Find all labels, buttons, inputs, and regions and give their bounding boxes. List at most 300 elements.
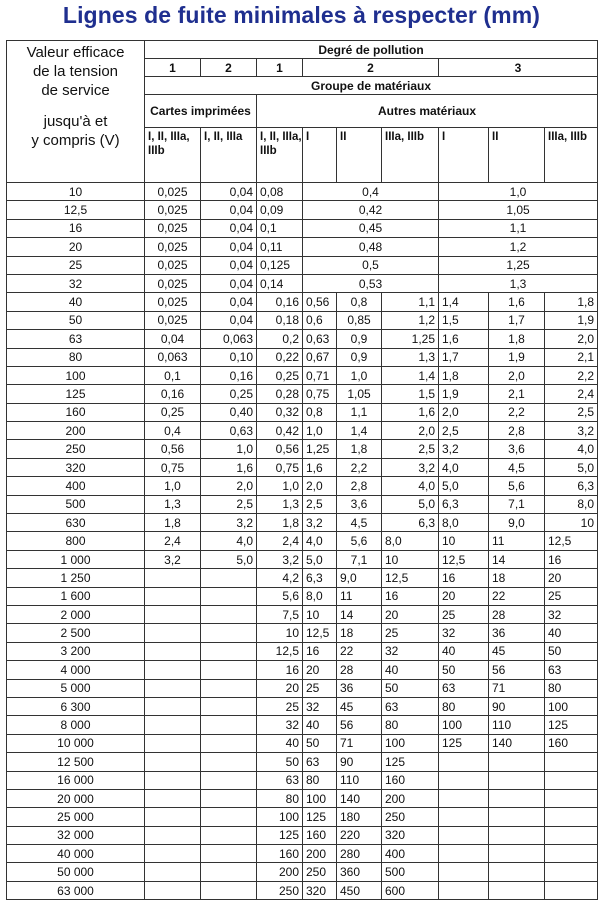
- table-cell: 1,25: [439, 256, 598, 274]
- table-cell: 0,025: [145, 201, 201, 219]
- table-cell: 40: [382, 661, 439, 679]
- table-row: [7, 624, 598, 642]
- table-cell: [201, 587, 257, 605]
- table-cell: 320: [382, 826, 439, 844]
- table-cell: 50: [439, 661, 489, 679]
- table-cell: 20: [303, 661, 337, 679]
- table-cell: 0,4: [303, 183, 439, 201]
- table-cell: 2,0: [439, 403, 489, 421]
- table-cell: 0,48: [303, 238, 439, 256]
- table-cell: 3,2: [382, 458, 439, 476]
- table-row: [7, 256, 598, 274]
- table-row: [7, 789, 598, 807]
- table-cell: 7,1: [337, 550, 382, 568]
- table-cell: 10: [303, 605, 337, 623]
- table-cell: [145, 587, 201, 605]
- table-row: [7, 219, 598, 237]
- table-row: [7, 183, 598, 201]
- table-cell: 2,0: [545, 330, 598, 348]
- table-cell: 5,0: [303, 550, 337, 568]
- table-cell: 1,0: [303, 422, 337, 440]
- table-cell: 7,1: [489, 495, 545, 513]
- table-row: [7, 697, 598, 715]
- table-row: [7, 238, 598, 256]
- table-cell: 1,9: [545, 311, 598, 329]
- table-cell: 500: [382, 863, 439, 881]
- table-cell: 18: [489, 569, 545, 587]
- table-cell: 250: [257, 881, 303, 899]
- table-row: [7, 201, 598, 219]
- voltage-cell: 5 000: [7, 679, 145, 697]
- table-cell: 160: [303, 826, 337, 844]
- table-cell: 12,5: [439, 550, 489, 568]
- table-row: [7, 605, 598, 623]
- table-cell: [489, 881, 545, 899]
- table-cell: 600: [382, 881, 439, 899]
- table-cell: 0,063: [201, 330, 257, 348]
- table-cell: 250: [382, 808, 439, 826]
- table-cell: 5,6: [337, 532, 382, 550]
- table-cell: 71: [337, 734, 382, 752]
- table-cell: 3,2: [145, 550, 201, 568]
- table-cell: 28: [489, 605, 545, 623]
- pollution-degree-3: 3: [439, 59, 598, 77]
- table-cell: 22: [489, 587, 545, 605]
- table-cell: [145, 863, 201, 881]
- table-cell: 22: [337, 642, 382, 660]
- table-cell: 1,3: [257, 495, 303, 513]
- table-cell: 0,25: [257, 366, 303, 384]
- table-cell: 1,3: [439, 274, 598, 292]
- table-cell: 0,32: [257, 403, 303, 421]
- table-row: [7, 403, 598, 421]
- table-cell: 2,5: [439, 422, 489, 440]
- table-cell: 0,53: [303, 274, 439, 292]
- table-cell: 45: [337, 697, 382, 715]
- table-cell: 125: [382, 753, 439, 771]
- table-cell: 6,3: [382, 514, 439, 532]
- voltage-cell: 50 000: [7, 863, 145, 881]
- voltage-cell: 25: [7, 256, 145, 274]
- table-cell: 0,71: [303, 366, 337, 384]
- table-cell: 0,16: [145, 385, 201, 403]
- table-cell: 1,6: [303, 458, 337, 476]
- table-cell: [545, 826, 598, 844]
- table-cell: [439, 863, 489, 881]
- table-row: [7, 587, 598, 605]
- table-cell: [201, 771, 257, 789]
- table-cell: 16: [439, 569, 489, 587]
- table-row: [7, 550, 598, 568]
- table-cell: [439, 753, 489, 771]
- table-cell: [145, 826, 201, 844]
- table-row: [7, 477, 598, 495]
- table-row: [7, 569, 598, 587]
- table-row: [7, 808, 598, 826]
- table-cell: 1,0: [201, 440, 257, 458]
- table-cell: 0,56: [145, 440, 201, 458]
- table-cell: 14: [337, 605, 382, 623]
- table-cell: 0,8: [303, 403, 337, 421]
- table-cell: 2,2: [545, 366, 598, 384]
- table-cell: [201, 605, 257, 623]
- table-cell: 125: [303, 808, 337, 826]
- table-row: [7, 293, 598, 311]
- table-cell: 90: [337, 753, 382, 771]
- table-cell: 0,025: [145, 183, 201, 201]
- table-cell: 63: [257, 771, 303, 789]
- voltage-cell: 1 250: [7, 569, 145, 587]
- table-cell: 25: [439, 605, 489, 623]
- table-cell: 0,18: [257, 311, 303, 329]
- voltage-cell: 63: [7, 330, 145, 348]
- table-cell: 36: [489, 624, 545, 642]
- table-cell: 25: [257, 697, 303, 715]
- table-cell: 10: [545, 514, 598, 532]
- table-cell: [145, 569, 201, 587]
- table-cell: [145, 697, 201, 715]
- table-cell: 360: [337, 863, 382, 881]
- table-cell: 2,4: [545, 385, 598, 403]
- table-cell: 5,6: [257, 587, 303, 605]
- table-cell: 12,5: [382, 569, 439, 587]
- table-cell: 6,3: [303, 569, 337, 587]
- table-row: [7, 716, 598, 734]
- table-cell: 20: [545, 569, 598, 587]
- table-cell: [201, 826, 257, 844]
- table-cell: 3,2: [303, 514, 337, 532]
- table-cell: 140: [337, 789, 382, 807]
- table-cell: 0,04: [201, 183, 257, 201]
- table-cell: 1,4: [337, 422, 382, 440]
- table-cell: 100: [303, 789, 337, 807]
- table-cell: [145, 679, 201, 697]
- table-cell: 1,5: [439, 311, 489, 329]
- table-cell: [201, 863, 257, 881]
- table-cell: 400: [382, 845, 439, 863]
- table-row: [7, 330, 598, 348]
- table-cell: 2,2: [489, 403, 545, 421]
- table-cell: 45: [489, 642, 545, 660]
- table-cell: 4,0: [201, 532, 257, 550]
- voltage-header-line: de la tension: [32, 63, 119, 80]
- voltage-cell: 16: [7, 219, 145, 237]
- table-cell: 11: [337, 587, 382, 605]
- voltage-cell: 32: [7, 274, 145, 292]
- voltage-cell: 10 000: [7, 734, 145, 752]
- table-cell: 20: [257, 679, 303, 697]
- table-cell: 0,09: [257, 201, 303, 219]
- voltage-header-line: y compris (V): [31, 132, 120, 149]
- table-cell: 0,16: [201, 366, 257, 384]
- material-group-col-header: IIIa, IIIb: [545, 128, 598, 183]
- voltage-cell: 3 200: [7, 642, 145, 660]
- table-cell: 1,7: [439, 348, 489, 366]
- table-row: [7, 495, 598, 513]
- table-cell: 63: [303, 753, 337, 771]
- table-cell: 0,56: [257, 440, 303, 458]
- table-cell: 36: [337, 679, 382, 697]
- table-cell: 2,4: [257, 532, 303, 550]
- table-cell: 80: [439, 697, 489, 715]
- table-cell: 20: [439, 587, 489, 605]
- table-cell: 80: [545, 679, 598, 697]
- voltage-header-line: de service: [41, 82, 110, 99]
- voltage-cell: 50: [7, 311, 145, 329]
- table-cell: 16: [303, 642, 337, 660]
- table-cell: 10: [257, 624, 303, 642]
- table-cell: 200: [257, 863, 303, 881]
- table-cell: 12,5: [545, 532, 598, 550]
- table-cell: [201, 845, 257, 863]
- table-cell: 0,6: [303, 311, 337, 329]
- table-row: [7, 642, 598, 660]
- voltage-cell: 630: [7, 514, 145, 532]
- table-cell: 4,2: [257, 569, 303, 587]
- table-row: [7, 366, 598, 384]
- table-cell: 5,6: [489, 477, 545, 495]
- table-row: [7, 274, 598, 292]
- table-cell: 180: [337, 808, 382, 826]
- voltage-cell: 12 500: [7, 753, 145, 771]
- table-cell: 1,6: [489, 293, 545, 311]
- table-cell: 2,8: [337, 477, 382, 495]
- table-cell: 5,0: [201, 550, 257, 568]
- table-cell: 0,025: [145, 311, 201, 329]
- table-cell: 50: [257, 753, 303, 771]
- voltage-cell: 1 600: [7, 587, 145, 605]
- table-cell: 1,0: [337, 366, 382, 384]
- table-cell: 3,6: [337, 495, 382, 513]
- table-cell: 0,16: [257, 293, 303, 311]
- table-row: [7, 440, 598, 458]
- table-cell: 200: [382, 789, 439, 807]
- voltage-cell: 2 500: [7, 624, 145, 642]
- table-cell: 0,063: [145, 348, 201, 366]
- table-cell: [201, 569, 257, 587]
- table-cell: 63: [439, 679, 489, 697]
- table-cell: 32: [303, 697, 337, 715]
- table-cell: 0,04: [201, 219, 257, 237]
- table-cell: [145, 716, 201, 734]
- table-cell: 0,75: [145, 458, 201, 476]
- creepage-table: [6, 40, 598, 900]
- table-cell: 80: [257, 789, 303, 807]
- table-cell: 1,8: [489, 330, 545, 348]
- table-cell: 450: [337, 881, 382, 899]
- table-cell: 0,9: [337, 348, 382, 366]
- table-cell: 140: [489, 734, 545, 752]
- table-cell: 63: [545, 661, 598, 679]
- voltage-cell: 4 000: [7, 661, 145, 679]
- table-cell: 5,0: [382, 495, 439, 513]
- table-cell: 2,5: [303, 495, 337, 513]
- table-cell: 2,2: [337, 458, 382, 476]
- table-cell: [201, 679, 257, 697]
- material-group-col-header: I, II, IIIa, IIIb: [145, 128, 201, 183]
- table-cell: 0,1: [145, 366, 201, 384]
- voltage-cell: 8 000: [7, 716, 145, 734]
- table-cell: 100: [439, 716, 489, 734]
- table-cell: 0,125: [257, 256, 303, 274]
- table-cell: 1,1: [382, 293, 439, 311]
- table-row: [7, 771, 598, 789]
- table-cell: 71: [489, 679, 545, 697]
- table-cell: [489, 753, 545, 771]
- table-cell: [145, 605, 201, 623]
- table-cell: 1,05: [439, 201, 598, 219]
- table-cell: 28: [337, 661, 382, 679]
- table-cell: 4,5: [337, 514, 382, 532]
- table-cell: 280: [337, 845, 382, 863]
- table-cell: [439, 845, 489, 863]
- table-cell: 110: [337, 771, 382, 789]
- table-cell: 40: [439, 642, 489, 660]
- table-cell: 1,3: [145, 495, 201, 513]
- voltage-cell: 100: [7, 366, 145, 384]
- table-cell: 50: [382, 679, 439, 697]
- table-row: [7, 661, 598, 679]
- table-cell: 125: [257, 826, 303, 844]
- page-title: Lignes de fuite minimales à respecter (mm): [62, 2, 541, 28]
- voltage-cell: 20 000: [7, 789, 145, 807]
- table-cell: 10: [382, 550, 439, 568]
- table-cell: 0,9: [337, 330, 382, 348]
- table-cell: 0,10: [201, 348, 257, 366]
- table-cell: 0,08: [257, 183, 303, 201]
- table-cell: [145, 734, 201, 752]
- table-cell: [489, 789, 545, 807]
- table-cell: 1,6: [382, 403, 439, 421]
- table-cell: [201, 753, 257, 771]
- material-group-col-header: I: [439, 128, 489, 183]
- table-row: [7, 826, 598, 844]
- table-cell: 0,75: [257, 458, 303, 476]
- table-cell: 0,04: [201, 274, 257, 292]
- table-cell: 1,4: [382, 366, 439, 384]
- table-cell: [545, 808, 598, 826]
- table-cell: 1,8: [439, 366, 489, 384]
- table-cell: 50: [545, 642, 598, 660]
- table-cell: 7,5: [257, 605, 303, 623]
- table-cell: 0,25: [145, 403, 201, 421]
- material-group-col-header: I: [303, 128, 337, 183]
- table-cell: [145, 771, 201, 789]
- table-cell: [201, 642, 257, 660]
- table-cell: 8,0: [382, 532, 439, 550]
- table-cell: 9,0: [337, 569, 382, 587]
- table-row: [7, 422, 598, 440]
- table-cell: 100: [545, 697, 598, 715]
- table-cell: 0,42: [303, 201, 439, 219]
- table-cell: 1,2: [382, 311, 439, 329]
- table-cell: 1,0: [439, 183, 598, 201]
- table-cell: 250: [303, 863, 337, 881]
- pollution-degree-2: 2: [201, 59, 257, 77]
- table-cell: 32: [545, 605, 598, 623]
- table-cell: 0,2: [257, 330, 303, 348]
- voltage-cell: 400: [7, 477, 145, 495]
- table-row: [7, 753, 598, 771]
- table-cell: 0,04: [201, 293, 257, 311]
- table-cell: 0,025: [145, 238, 201, 256]
- table-cell: 4,0: [303, 532, 337, 550]
- table-cell: 1,25: [303, 440, 337, 458]
- table-cell: 125: [545, 716, 598, 734]
- table-cell: 90: [489, 697, 545, 715]
- voltage-cell: 12,5: [7, 201, 145, 219]
- table-cell: 0,28: [257, 385, 303, 403]
- voltage-cell: 40 000: [7, 845, 145, 863]
- table-cell: 0,25: [201, 385, 257, 403]
- table-cell: [545, 753, 598, 771]
- table-cell: 56: [489, 661, 545, 679]
- table-cell: 25: [382, 624, 439, 642]
- table-cell: 0,40: [201, 403, 257, 421]
- table-cell: [145, 881, 201, 899]
- table-cell: 1,2: [439, 238, 598, 256]
- table-cell: 1,1: [337, 403, 382, 421]
- table-cell: [201, 789, 257, 807]
- table-cell: 2,1: [489, 385, 545, 403]
- table-cell: 63: [382, 697, 439, 715]
- table-cell: 16: [545, 550, 598, 568]
- table-cell: 2,5: [382, 440, 439, 458]
- table-cell: 12,5: [303, 624, 337, 642]
- table-cell: [489, 771, 545, 789]
- table-cell: 80: [382, 716, 439, 734]
- table-cell: 6,3: [545, 477, 598, 495]
- table-cell: 6,3: [439, 495, 489, 513]
- table-cell: 0,025: [145, 256, 201, 274]
- table-row: [7, 311, 598, 329]
- table-cell: [145, 753, 201, 771]
- table-cell: [145, 624, 201, 642]
- table-cell: 25: [545, 587, 598, 605]
- table-row: [7, 385, 598, 403]
- table-cell: 0,63: [201, 422, 257, 440]
- table-cell: [439, 826, 489, 844]
- table-cell: 0,025: [145, 274, 201, 292]
- voltage-cell: 2 000: [7, 605, 145, 623]
- table-cell: 40: [257, 734, 303, 752]
- table-cell: 2,0: [303, 477, 337, 495]
- material-group-col-header: II: [337, 128, 382, 183]
- table-cell: 220: [337, 826, 382, 844]
- table-cell: 1,9: [489, 348, 545, 366]
- table-cell: 20: [382, 605, 439, 623]
- table-cell: 0,1: [257, 219, 303, 237]
- voltage-cell: 1 000: [7, 550, 145, 568]
- material-group-col-header: IIIa, IIIb: [382, 128, 439, 183]
- material-group-header: Groupe de matériaux: [145, 77, 598, 95]
- table-cell: 2,0: [382, 422, 439, 440]
- table-cell: 32: [382, 642, 439, 660]
- table-cell: 3,2: [201, 514, 257, 532]
- voltage-header-line: jusqu'à et: [43, 113, 108, 130]
- voltage-cell: 200: [7, 422, 145, 440]
- table-cell: 0,8: [337, 293, 382, 311]
- voltage-header: [7, 41, 145, 183]
- voltage-header-gap: [7, 100, 144, 112]
- table-cell: 0,5: [303, 256, 439, 274]
- table-cell: 2,1: [545, 348, 598, 366]
- table-cell: [145, 789, 201, 807]
- table-cell: [439, 881, 489, 899]
- table-cell: [201, 661, 257, 679]
- table-cell: 0,025: [145, 293, 201, 311]
- table-row: [7, 532, 598, 550]
